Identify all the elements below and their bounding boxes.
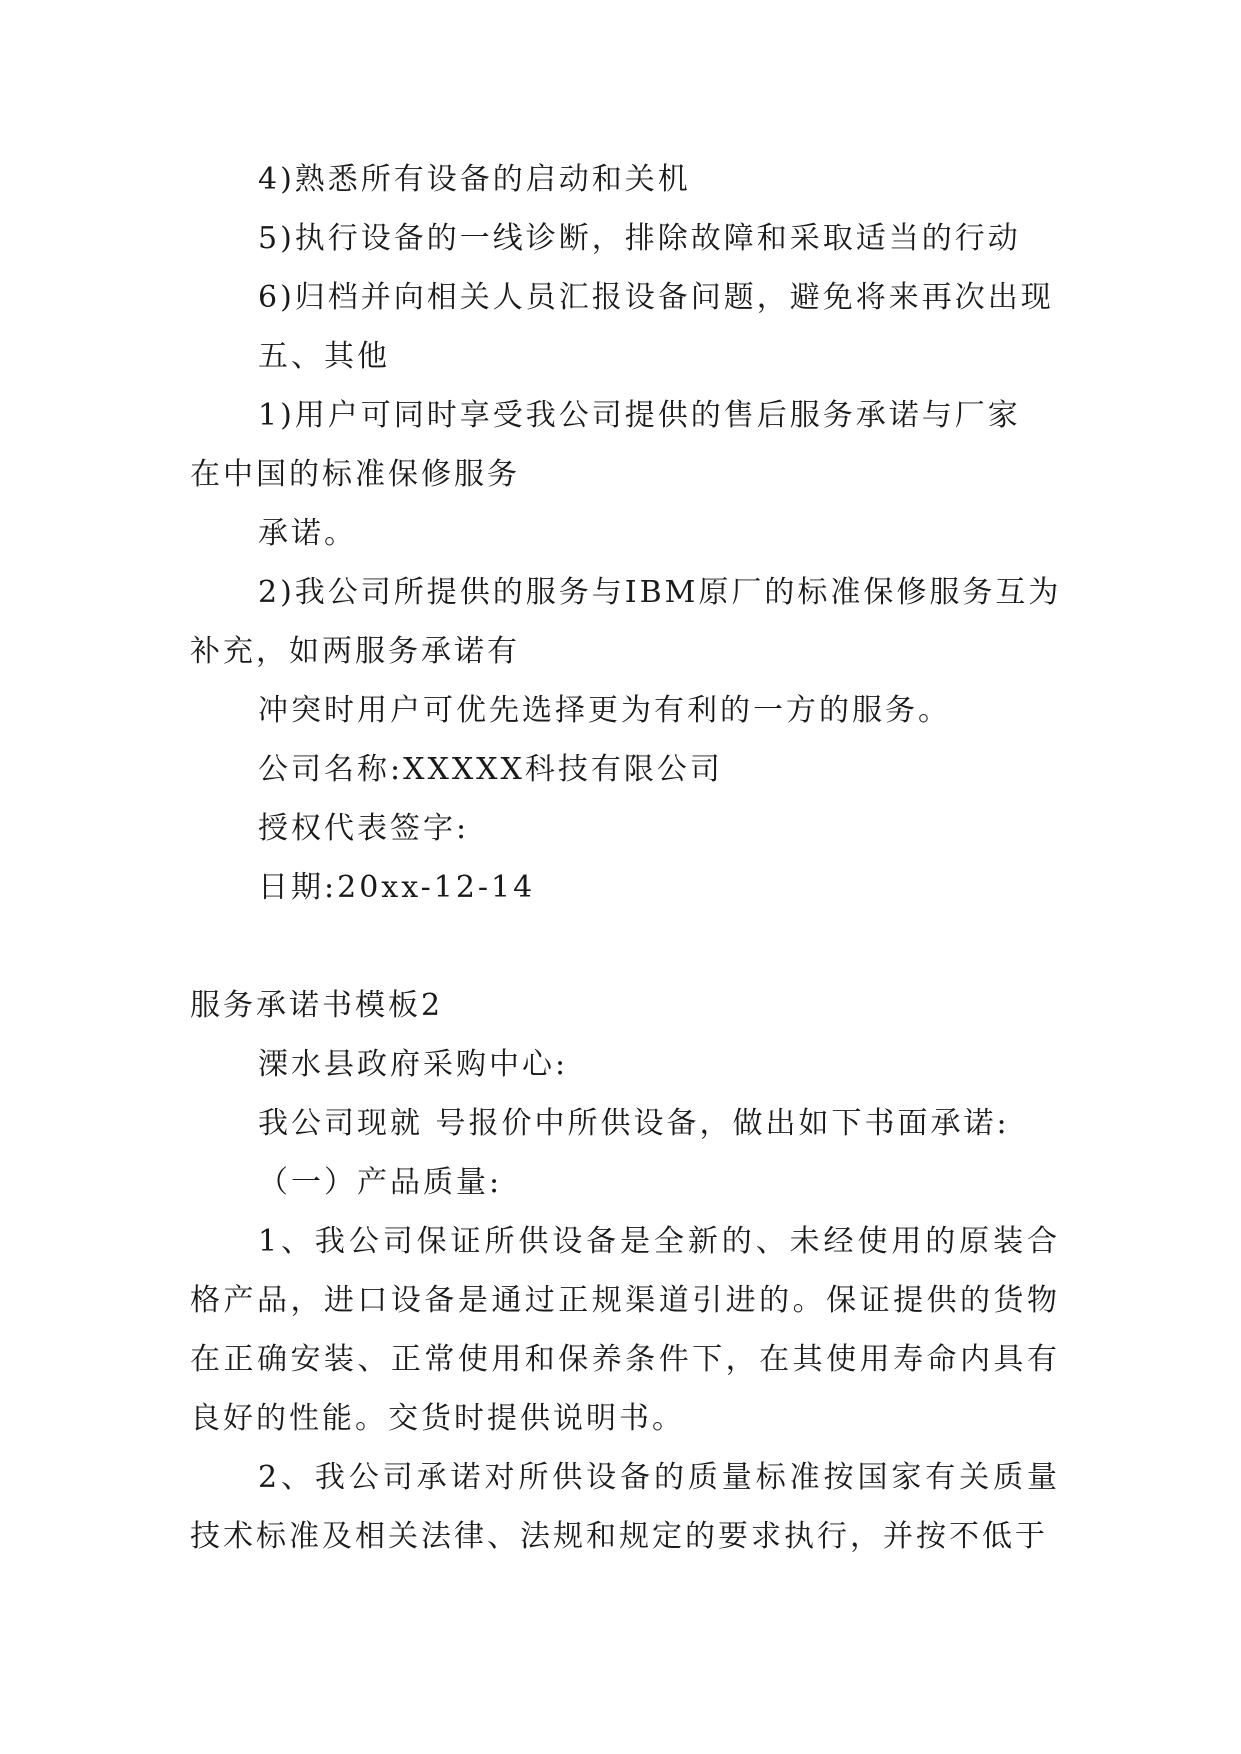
addressee: 溧水县政府采购中心: <box>258 1047 569 1082</box>
signature-label: 授权代表签字: <box>258 811 470 846</box>
paragraph-quality-2: 2、我公司承诺对所供设备的质量标准按国家有关质量技术标准及相关法律、法规和规定的要求执行，并按不低于 <box>190 1460 1060 1554</box>
list-item-5: 5)执行设备的一线诊断，排除故障和采取适当的行动 <box>258 221 1021 256</box>
section-heading-other: 五、其他 <box>258 339 390 374</box>
other-item-1-line2: 在中国的标准保修服务 <box>190 457 520 492</box>
list-item-6: 6)归档并向相关人员汇报设备问题，避免将来再次出现 <box>258 280 1054 315</box>
template-title: 服务承诺书模板2 <box>190 988 444 1023</box>
intro-statement: 我公司现就 号报价中所供设备，做出如下书面承诺: <box>258 1106 1010 1141</box>
paragraph-quality-1: 1、我公司保证所供设备是全新的、未经使用的原装合格产品，进口设备是通过正规渠道引进的。保证提供的货物在正确安装、正常使用和保养条件下，在其使用寿命内具有良好的性能。交货时提供说明书。 <box>190 1224 1060 1436</box>
document-page <box>190 150 1060 1566</box>
other-item-1-line1: 1)用户可同时享受我公司提供的售后服务承诺与厂家 <box>258 398 1021 433</box>
other-item-2-line3: 冲突时用户可优先选择更为有利的一方的服务。 <box>258 693 951 728</box>
other-item-2-line2: 补充，如两服务承诺有 <box>190 634 520 669</box>
company-name: 公司名称:XXXXX科技有限公司 <box>258 752 723 787</box>
section-heading-quality: （一）产品质量: <box>258 1165 503 1200</box>
date-line: 日期:20xx-12-14 <box>258 870 536 905</box>
other-item-1-line3: 承诺。 <box>258 516 357 551</box>
list-item-4: 4)熟悉所有设备的启动和关机 <box>258 162 691 197</box>
other-item-2-line1: 2)我公司所提供的服务与IBM原厂的标准保修服务互为 <box>258 575 1062 610</box>
section-gap <box>190 917 1060 976</box>
